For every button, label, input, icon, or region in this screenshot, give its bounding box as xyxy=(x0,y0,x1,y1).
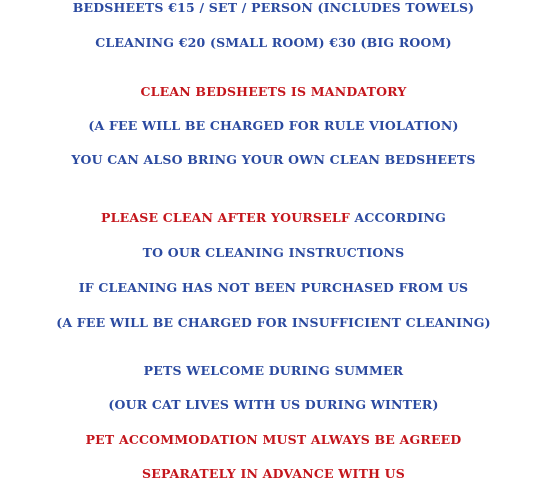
cleaning-price-text: CLEANING €20 (SMALL ROOM) €30 (BIG ROOM) xyxy=(95,35,452,50)
pet-accommodation-text: PET ACCOMMODATION MUST ALWAYS BE AGREED xyxy=(85,432,462,447)
cleaning-instructions-line xyxy=(0,245,547,261)
cleaning-not-purchased-text: IF CLEANING HAS NOT BEEN PURCHASED FROM US xyxy=(78,280,469,295)
clean-after-yourself-line xyxy=(0,210,547,226)
cat-winter-line xyxy=(0,397,547,413)
pets-welcome-line xyxy=(0,363,547,379)
bedsheets-mandatory-line xyxy=(0,84,547,100)
insufficient-cleaning-fee-line xyxy=(0,315,547,331)
pets-welcome-text: PETS WELCOME DURING SUMMER xyxy=(143,363,404,378)
bedsheets-mandatory-text: CLEAN BEDSHEETS IS MANDATORY xyxy=(140,84,407,99)
pet-accommodation-line xyxy=(0,432,547,448)
separately-in-advance-text: SEPARATELY IN ADVANCE WITH US xyxy=(142,466,405,481)
own-bedsheets-line xyxy=(0,152,547,168)
clean-after-yourself-text: PLEASE CLEAN AFTER YOURSELF xyxy=(101,210,350,225)
own-bedsheets-text: YOU CAN ALSO BRING YOUR OWN CLEAN BEDSHEETS xyxy=(71,152,476,167)
according-text: ACCORDING xyxy=(349,210,446,225)
cleaning-instructions-text: TO OUR CLEANING INSTRUCTIONS xyxy=(142,245,405,260)
rule-violation-fee-line xyxy=(0,118,547,134)
bedsheets-price-line xyxy=(0,0,547,16)
cleaning-not-purchased-line xyxy=(0,280,547,296)
insufficient-cleaning-fee-text: (A FEE WILL BE CHARGED FOR INSUFFICIENT CLEANING) xyxy=(56,315,491,330)
cat-winter-text: (OUR CAT LIVES WITH US DURING WINTER) xyxy=(108,397,439,412)
cleaning-price-line xyxy=(0,35,547,51)
separately-in-advance-line xyxy=(0,466,547,482)
bedsheets-price-text: BEDSHEETS €15 / SET / PERSON (INCLUDES TOWELS) xyxy=(72,0,475,15)
rule-violation-fee-text: (A FEE WILL BE CHARGED FOR RULE VIOLATION) xyxy=(88,118,459,133)
